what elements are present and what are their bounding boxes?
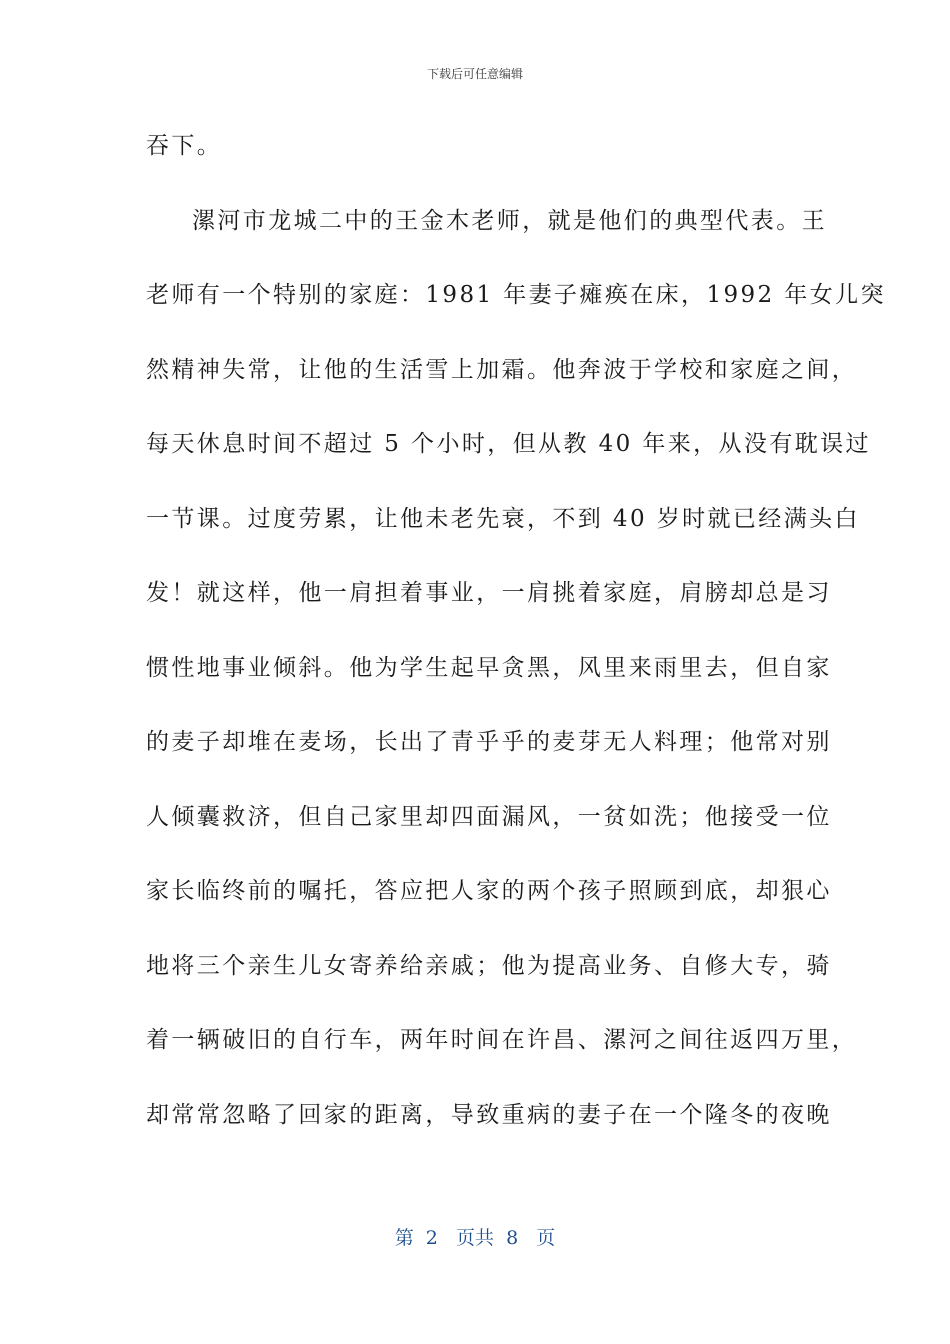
page-number-footer: 第 2 页共 8 页 (394, 1227, 556, 1249)
text-line: 漯河市龙城二中的王金木老师，就是他们的典型代表。王 (192, 207, 827, 234)
text-line: 发！就这样，他一肩担着事业，一肩挑着家庭，肩膀却总是习 (146, 580, 832, 606)
text-line: 吞下。 (146, 133, 223, 159)
text-line: 一节课。过度劳累，让他未老先衰，不到 40 岁时就已经满头白 (146, 505, 860, 532)
page-header: 下载后可任意编辑 (426, 67, 523, 81)
text-line: 的麦子却堆在麦场，长出了青乎乎的麦芽无人料理；他常对别 (146, 729, 832, 755)
text-line: 每天休息时间不超过 5 个小时，但从教 40 年来，从没有耽误过 (146, 431, 871, 457)
text-line: 家长临终前的嘱托，答应把人家的两个孩子照顾到底，却狠心 (146, 878, 832, 904)
document-body (146, 124, 886, 1167)
text-line: 人倾囊救济，但自己家里却四面漏风，一贫如洗；他接受一位 (146, 803, 832, 830)
text-line: 老师有一个特别的家庭：1981 年妻子瘫痪在床，1992 年女儿突 (146, 282, 886, 308)
text-line: 着一辆破旧的自行车，两年时间在许昌、漯河之间往返四万里， (146, 1027, 858, 1053)
text-line: 却常常忽略了回家的距离，导致重病的妻子在一个隆冬的夜晚 (146, 1101, 832, 1128)
text-line: 惯性地事业倾斜。他为学生起早贪黑，风里来雨里去，但自家 (146, 654, 832, 681)
text-line: 然精神失常，让他的生活雪上加霜。他奔波于学校和家庭之间， (146, 356, 858, 383)
text-line: 地将三个亲生儿女寄养给亲戚；他为提高业务、自修大专，骑 (146, 952, 832, 979)
